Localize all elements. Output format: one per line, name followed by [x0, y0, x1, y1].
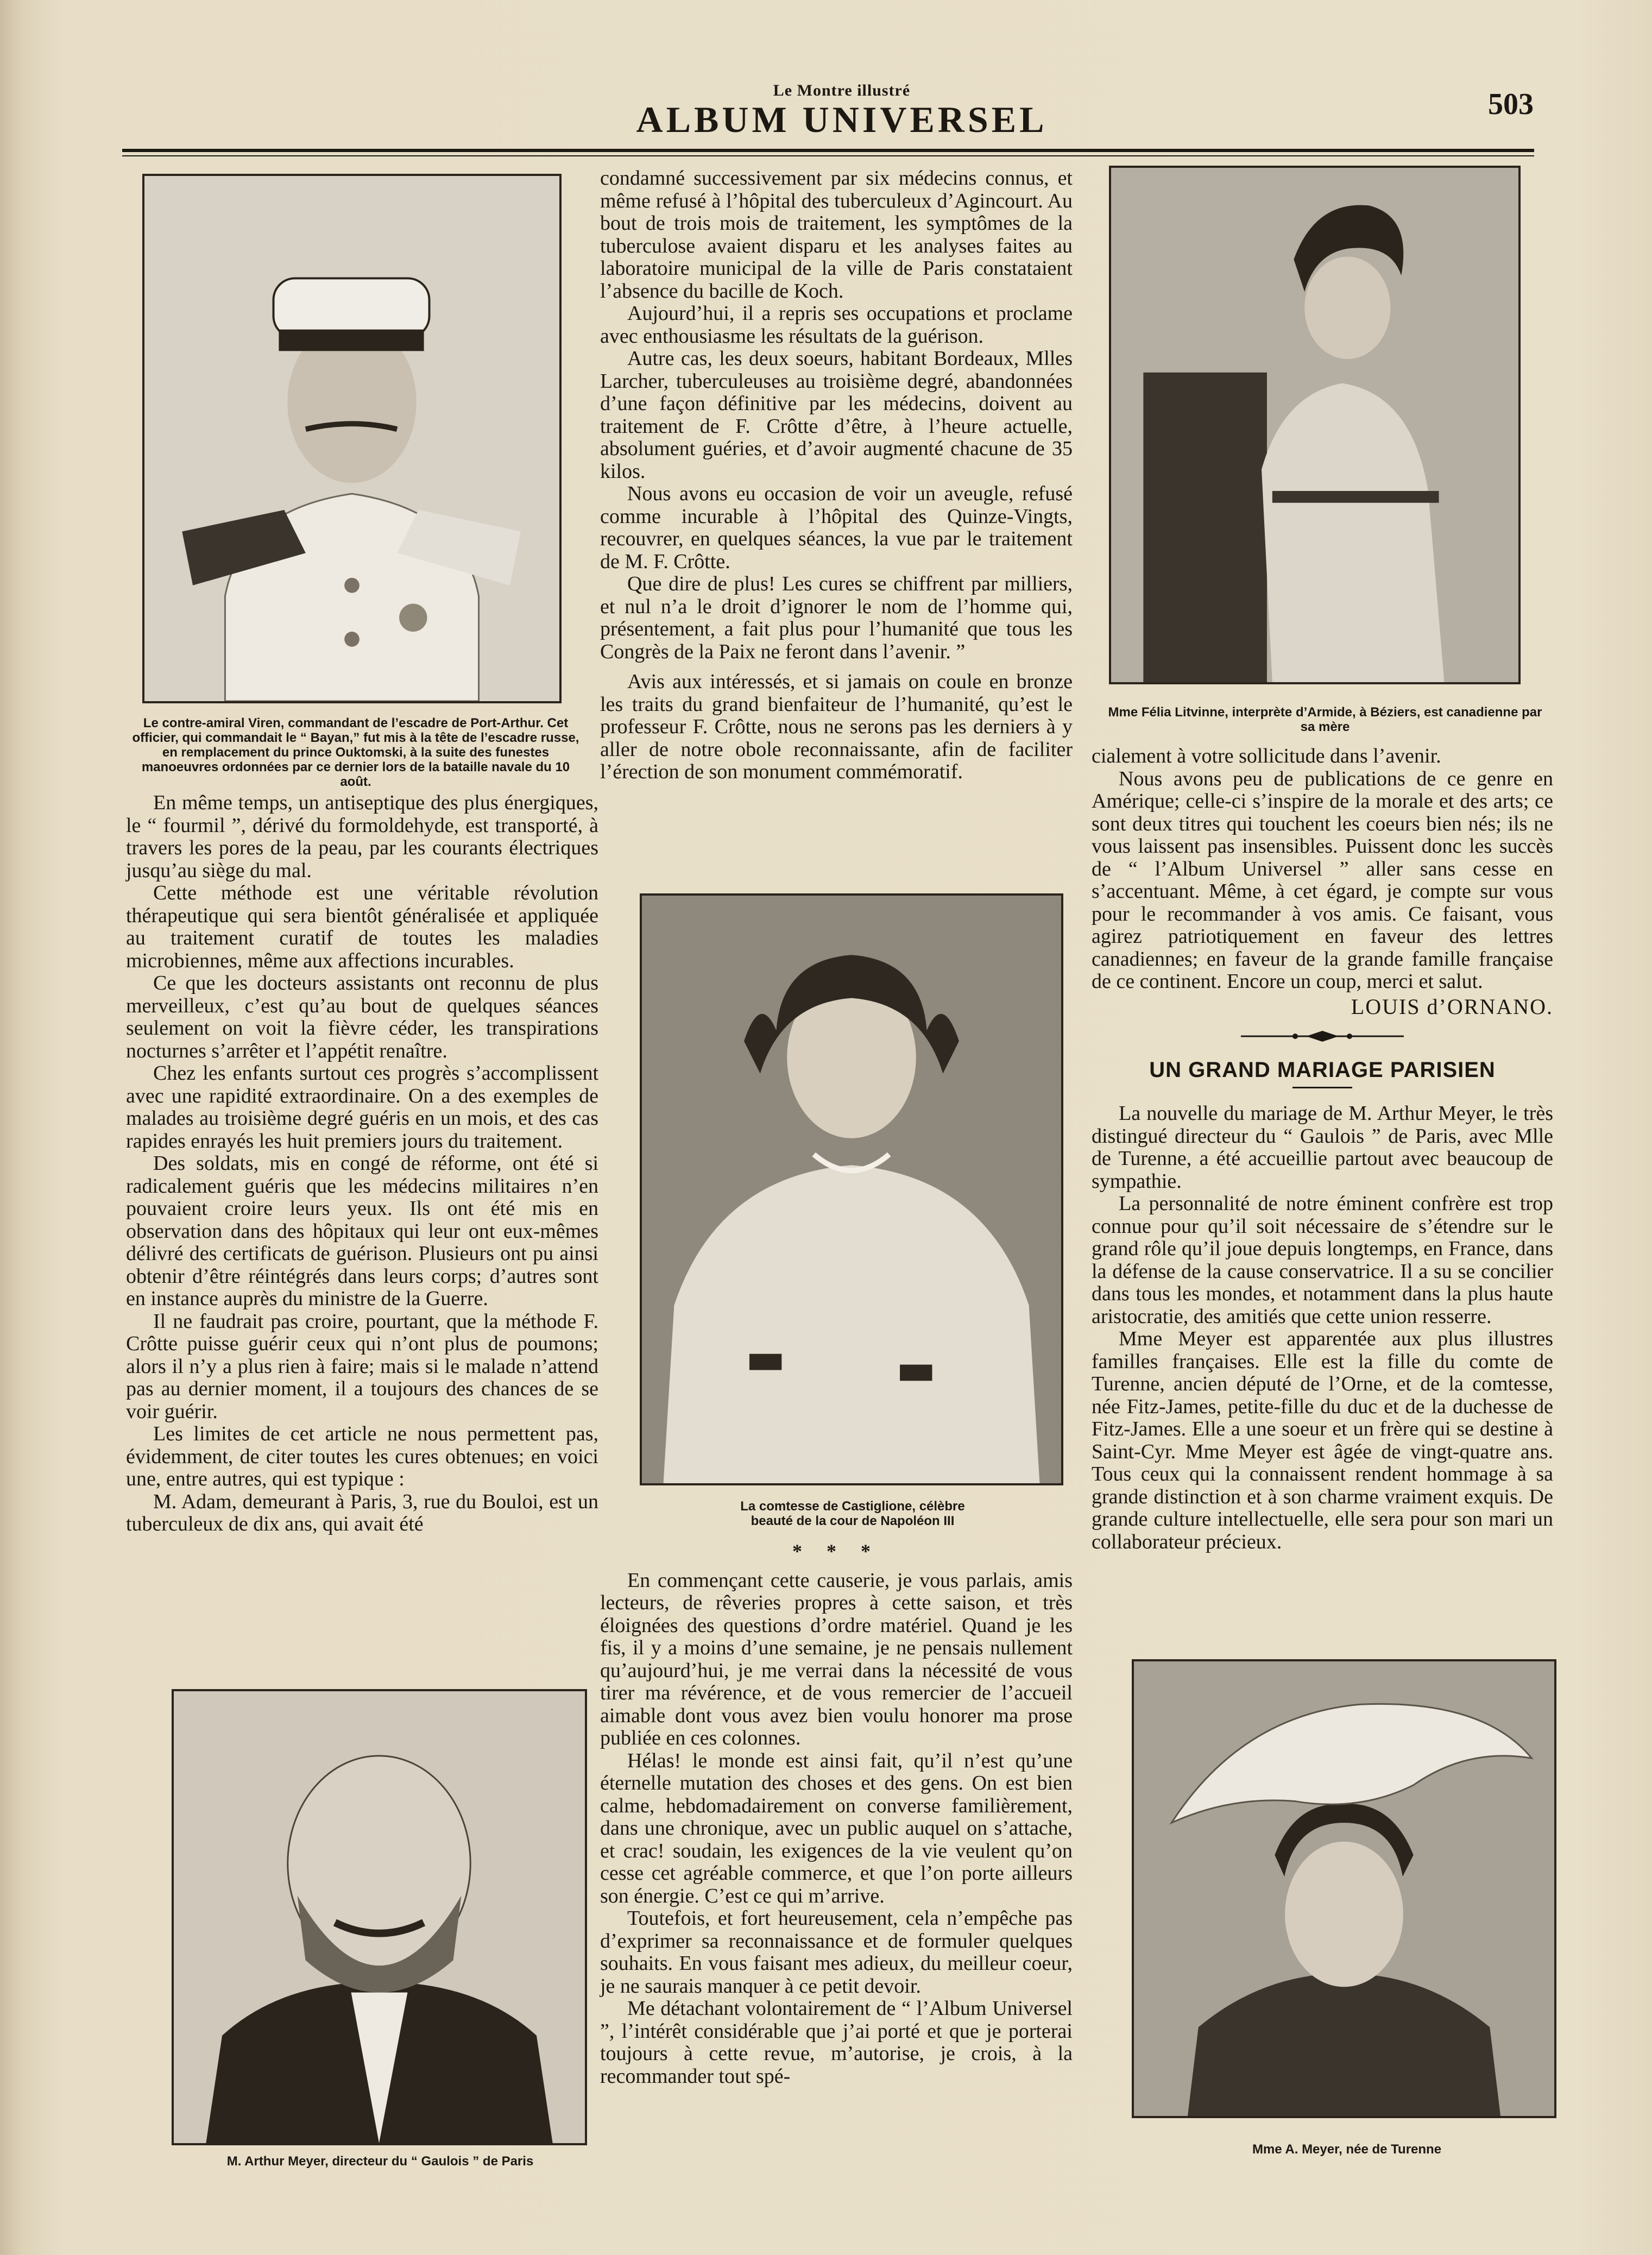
section-stars: * * *: [792, 1540, 880, 1562]
column-2-text-bottom: [600, 1537, 1073, 2088]
paragraph: Chez les enfants surtout ces progrès s’accomplissent avec une rapidité extraordinaire. On a des exemples de malades au troisième degré guéris en un mois, et des cas rapides enrayés les huit premiers jours du traitement.: [126, 1062, 598, 1152]
masthead-title: ALBUM UNIVERSEL: [636, 99, 1048, 140]
paragraph: Me détachant volontairement de “ l’Album Universel ”, l’intérêt considérable que j’ai porté et que je porterai toujours à cette revue, m’autorise, je crois, à la recommander tout spé-: [600, 1997, 1073, 2088]
caption-meyer: M. Arthur Meyer, directeur du “ Gaulois ” de Paris: [226, 2154, 534, 2169]
paragraph: Aujourd’hui, il a repris ses occupations et proclame avec enthousiasme les résultats de la guérison.: [600, 302, 1073, 348]
portrait-illustration: [642, 896, 1061, 1483]
paragraph: Mme Meyer est apparentée aux plus illustres familles françaises. Elle est la fille du comte de Turenne, ancien député de l’Orne, et de la comtesse, née Fitz-James, petite-fille du duc et de la duchesse de Fitz-James. Elle a une soeur et un frère qui se destine à Saint-Cyr. Mme Meyer est âgée de vingt-quatre ans. Tous ceux qui la connaissent rendent hommage à sa grande distinction et à son charme vraiment exquis. De grande culture intellectuelle, elle sera pour son mari un collaborateur précieux.: [1092, 1327, 1553, 1553]
header-rule-thin: [122, 155, 1534, 156]
paragraph: Cette méthode est une véritable révolution thérapeutique qui sera bientôt généralisée et appliquée au traitement curatif de toutes les maladies microbiennes, même aux affections incurables.: [126, 881, 598, 972]
caption-castiglione: La comtesse de Castiglione, célèbre beauté de la cour de Napoléon III: [740, 1499, 965, 1528]
signature: LOUIS d’ORNANO.: [1351, 994, 1553, 1019]
portrait-illustration: [174, 1691, 585, 2143]
header-rule-thick: [122, 149, 1534, 152]
portrait-illustration: [144, 176, 559, 701]
paragraph: Ce que les docteurs assistants ont reconnu de plus merveilleux, c’est qu’au bout de quelques séances seulement on voit la fièvre céder, les transpirations nocturnes s’arrêter et l’appétit renaître.: [126, 972, 598, 1062]
caption-mme-meyer: Mme A. Meyer, née de Turenne: [1252, 2142, 1442, 2157]
paragraph: Nous avons peu de publications de ce genre en Amérique; celle-ci s’inspire de la morale et des arts; ce sont deux titres qui touchent les coeurs bien nés; ils ne vous laissent pas insensibles. Puissent donc les succès de “ l’Album Universel ” aller sans cesse en s’accentuant. Même, à cet égard, je compte sur vous pour le recommander à vos amis. Ce faisant, vous agirez patriotiquement en faveur des lettres canadiennes; en faveur de la grande famille française de ce continent. Encore un coup, merci et salut.: [1092, 767, 1553, 993]
portrait-illustration: [1134, 1661, 1554, 2116]
paragraph: Que dire de plus! Les cures se chiffrent par milliers, et nul n’a le droit d’ignorer le nom de l’homme qui, présentement, a fait plus pour l’humanité que tous les Congrès de la Paix ne feront dans l’avenir. ”: [600, 572, 1073, 663]
ornament-divider: [1092, 1025, 1553, 1048]
paragraph: M. Adam, demeurant à Paris, 3, rue du Bouloi, est un tuberculeux de dix ans, qui avait été: [126, 1490, 598, 1535]
paragraph: En commençant cette causerie, je vous parlais, amis lecteurs, de rêveries propres à cette saison, et très éloignées des questions d’ordre matériel. Quand je les fis, il y a moins d’une semaine, je ne pensais nullement qu’aujourd’hui, je me verrai dans la nécessité de vous tirer ma révérence, et de vous remercier de l’accueil aimable dont vous avez bien voulu honorer ma prose publiée en ces colonnes.: [600, 1569, 1073, 1749]
page-number: 503: [1488, 87, 1534, 121]
paragraph: La nouvelle du mariage de M. Arthur Meyer, le très distingué directeur du “ Gaulois ” de Paris, avec Mlle de Turenne, a été accueillie partout avec beaucoup de sympathie.: [1092, 1102, 1553, 1193]
photo-arthur-meyer: [172, 1689, 587, 2145]
paragraph: Hélas! le monde est ainsi fait, qu’il n’est qu’une éternelle mutation des choses et des gens. On est bien calme, hebdomadairement on converse familièrement, dans une chronique, avec un public auquel on s’attache, et crac! soudain, les exigences de la vie veulent qu’on cesse cet agréable commerce, et que l’on porte ailleurs son énergie. C’est ce qui m’arrive.: [600, 1749, 1073, 1907]
caption-litvinne: Mme Félia Litvinne, interprète d’Armide, à Béziers, est canadienne par sa mère: [1108, 705, 1542, 734]
paragraph: Il ne faudrait pas croire, pourtant, que la méthode F. Crôtte puisse guérir ceux qui n’ont plus de poumons; alors il n’y a plus rien à faire; mais si le malade n’attend pas au dernier moment, il a toujours des chances de se voir guérir.: [126, 1309, 598, 1423]
photo-admiral-viren: [142, 174, 562, 703]
ornament-icon: [1241, 1030, 1404, 1043]
paragraph: Des soldats, mis en congé de réforme, ont été si radicalement guéris que les médecins militaires n’en pouvaient croire leurs yeux. Ils ont été mis en observation dans des hôpitaux qui leur ont eux-mêmes délivré des certificats de guérison. Plusieurs ont pu ainsi obtenir d’être réintégrés dans leurs corps; d’autres sont en instance auprès du ministre de la Guerre.: [126, 1152, 598, 1310]
column-2-text-top: [600, 167, 1073, 784]
paragraph: Les limites de cet article ne nous permettent pas, évidemment, de citer toutes les cures obtenues; en voici une, entre autres, qui est typique :: [126, 1422, 598, 1490]
paragraph: En même temps, un antiseptique des plus énergiques, le “ fourmil ”, dérivé du formoldehyde, est transporté, à travers les pores de la peau, par les courants électriques jusqu’au siège du mal.: [126, 791, 598, 882]
masthead: [570, 81, 1113, 139]
photo-countess-castiglione: [640, 893, 1063, 1485]
column-1-text: [126, 792, 598, 1536]
paragraph: Autre cas, les deux soeurs, habitant Bordeaux, Mlles Larcher, tuberculeuses au troisième degré, abandonnées d’une façon définitive par les médecins, doivent au traitement de F. Crôtte d’être, à l’heure actuelle, absolument guéries, et d’avoir augmenté chacune de 35 kilos.: [600, 347, 1073, 483]
masthead-subtitle: Le Montre illustré: [773, 81, 911, 99]
caption-viren: Le contre-amiral Viren, commandant de l’escadre de Port-Arthur. Cet officier, qui commandait le “ Bayan,” fut mis à la tête de l’escadre russe, en remplacement du prince Ouktomski, à la suite des funestes manoeuvres ordonnées par ce dernier lors de la bataille navale du 10 août.: [132, 716, 579, 789]
photo-mme-meyer: [1132, 1659, 1556, 2118]
paragraph: Toutefois, et fort heureusement, cela n’empêche pas d’exprimer sa reconnaissance et de formuler quelques souhaits. En vous faisant mes adieux, du meilleur coeur, je ne saurais manquer à ce petit devoir.: [600, 1907, 1073, 1998]
heading-rule: [1292, 1087, 1352, 1088]
paragraph: Nous avons eu occasion de voir un aveugle, refusé comme incurable à l’hôpital des Quinze-Vingts, recouvrer, en quelques séances, la vue par le traitement de M. F. Crôtte.: [600, 482, 1073, 573]
paragraph: condamné successivement par six médecins connus, et même refusé à l’hôpital des tuberculeux d’Agincourt. Au bout de trois mois de traitement, les symptômes de la tuberculose avaient disparu et les analyses faites au laboratoire municipal de la ville de Paris constataient l’absence du bacille de Koch.: [600, 167, 1073, 303]
paragraph: La personnalité de notre éminent confrère est trop connue pour qu’il soit nécessaire de s’étendre sur le grand rôle qu’il joue depuis longtemps, en France, dans la défense de la cause conservatrice. Il a su se concilier dans tous les mondes, et notamment dans la plus haute aristocratie, des amitiés que cette union resserre.: [1092, 1192, 1553, 1328]
paragraph: Avis aux intéressés, et si jamais on coule en bronze les traits du grand bienfaiteur de l’humanité, qu’est le professeur F. Crôtte, nous ne serons pas les derniers à y aller de notre obole reconnaissante, afin de faciliter l’érection de son monument commémoratif.: [600, 670, 1073, 783]
portrait-illustration: [1111, 168, 1518, 682]
article-heading: UN GRAND MARIAGE PARISIEN: [1149, 1057, 1496, 1082]
paragraph: cialement à votre sollicitude dans l’avenir.: [1092, 745, 1441, 767]
photo-felia-litvinne: [1109, 166, 1521, 684]
column-3-text: [1092, 745, 1553, 1553]
